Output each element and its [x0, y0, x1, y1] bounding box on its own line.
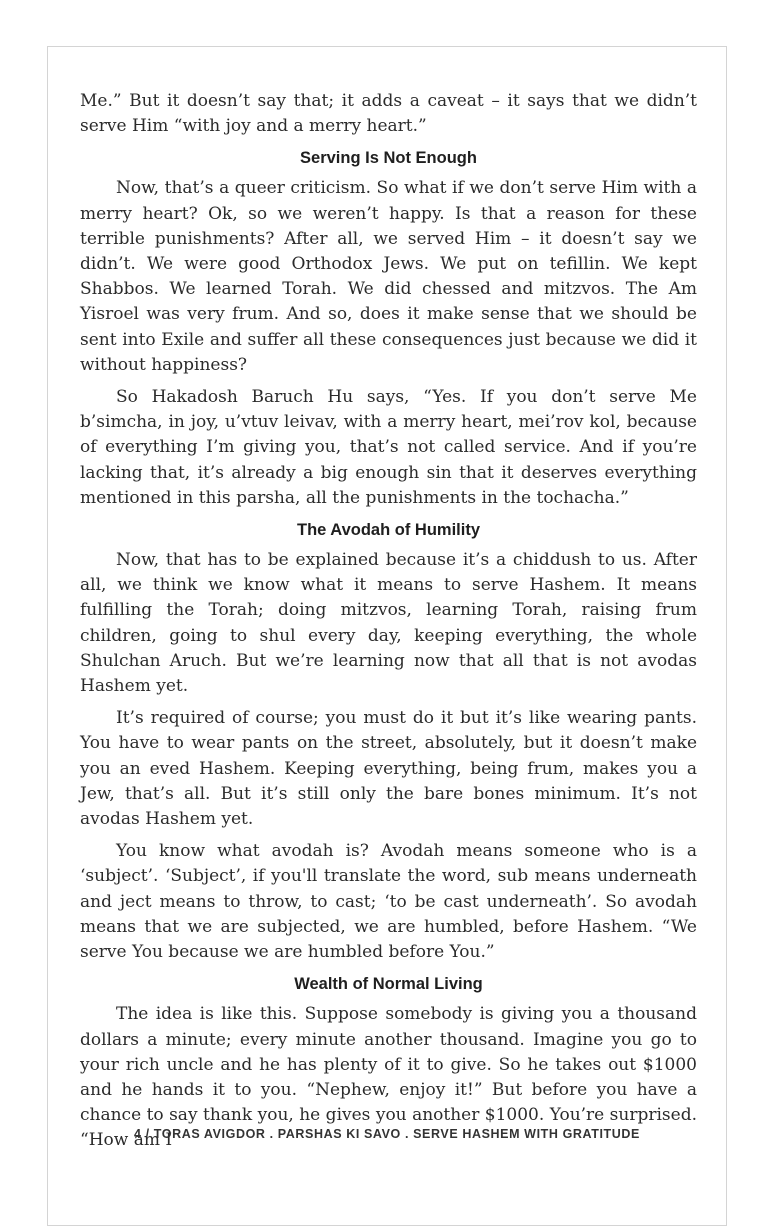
section-heading-wealth: Wealth of Normal Living — [294, 975, 483, 994]
page-content — [80, 89, 697, 1161]
paragraph: Now, that has to be explained because it’s a chiddush to us. After all, we think we know what it means to serve Hashem. It means fulfilling the Torah; doing mitzvos, learning Torah, raising frum children, going to shul every day, keeping everything, the whole Shulchan Aruch. But we’re learning now that all that is not avodas Hashem yet. — [80, 550, 697, 697]
paragraph: It’s required of course; you must do it but it’s like wearing pants. You have to wear pants on the street, absolutely, but it doesn’t make you an eved Hashem. Keeping everything, being frum, makes you a Jew, that’s all. But it’s still only the bare bones minimum. It’s not avodas Hashem yet. — [80, 708, 697, 830]
intro-paragraph: Me.” But it doesn’t say that; it adds a caveat – it says that we didn’t serve Him “with joy and a merry heart.” — [80, 91, 697, 137]
paragraph: Now, that’s a queer criticism. So what if we don’t serve Him with a merry heart? Ok, so we weren’t happy. Is that a reason for these terrible punishments? After all, we served Him – it doesn’t say we didn’t. We were good Orthodox Jews. We put on tefillin. We kept Shabbos. We learned Torah. We did chessed and mitzvos. The Am Yisroel was very frum. And so, does it make sense that we should be sent into Exile and suffer all these consequences just because we did it without happiness? — [80, 178, 697, 375]
page-footer: 4 / TORAS AVIGDOR . PARSHAS KI SAVO . SERVE HASHEM WITH GRATITUDE — [134, 1127, 640, 1141]
paragraph: The idea is like this. Suppose somebody is giving you a thousand dollars a minute; every minute another thousand. Imagine you go to your rich uncle and he has plenty of it to give. So he takes out $1000 and he hands it to you. “Nephew, enjoy it!” But before you have a chance to say thank you, he gives you another $1000. You’re surprised. “How am I — [80, 1004, 697, 1151]
section-heading-serving: Serving Is Not Enough — [300, 149, 477, 168]
paragraph: So Hakadosh Baruch Hu says, “Yes. If you don’t serve Me b’simcha, in joy, u’vtuv leivav, with a merry heart, mei’rov kol, because of everything I’m giving you, that’s not called service. And if you’re lacking that, it’s already a big enough sin that it deserves everything mentioned in this parsha, all the punishments in the tochacha.” — [80, 387, 697, 508]
paragraph: You know what avodah is? Avodah means someone who is a ‘subject’. ‘Subject’, if you'll translate the word, sub means underneath and ject means to throw, to cast; ‘to be cast underneath’. So avodah means that we are subjected, we are humbled, before Hashem. “We serve You because we are humbled before You.” — [80, 841, 697, 963]
section-heading-humility: The Avodah of Humility — [296, 521, 481, 540]
